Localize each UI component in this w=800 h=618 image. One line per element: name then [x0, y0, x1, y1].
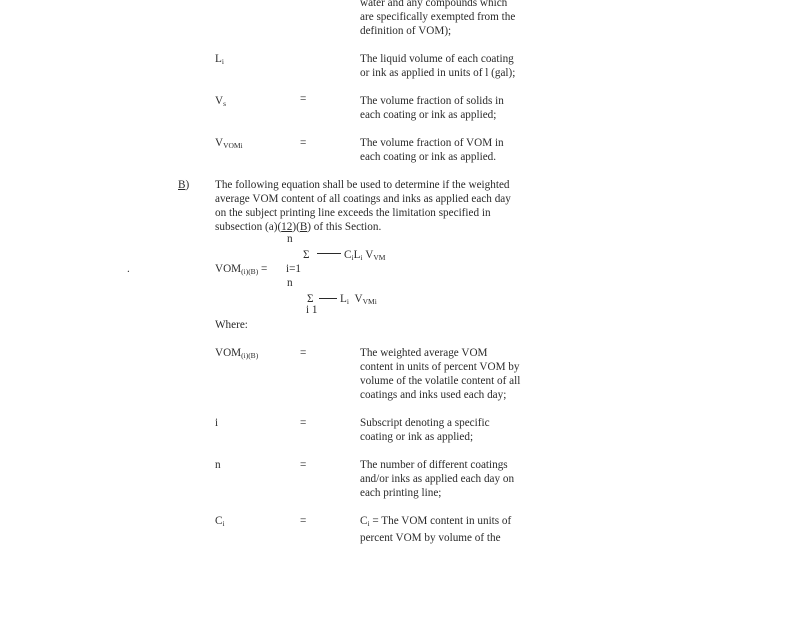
equals-sign: = [300, 137, 307, 149]
section-paragraph: The following equation shall be used to determine if the weighted average VOM content of all coatings and inks as applied each day on the subject printing line exceeds the limitation specified in subsection (a)(12)(B) of this Section. [215, 179, 511, 233]
summation-symbol: Σ [307, 293, 314, 305]
numerator-term: $C_iL_i$ $V_{VM}$ [344, 249, 386, 262]
equals-sign: = [300, 347, 307, 359]
equation-upper-n: n [287, 233, 293, 245]
section-reference-line: subsection (a)(12)(B) of this Section. [215, 221, 382, 233]
denominator-term: $L_i$ $V_{VMi}$ [340, 293, 377, 306]
equation-lower-n: n [287, 277, 293, 289]
reference-link: 12 [281, 221, 293, 233]
definition-symbol: $VOM_{(i)(B)}$ [215, 347, 259, 360]
equation-lhs: $VOM_{(i)(B)}$ = [215, 263, 268, 276]
definition-symbol: $V_s$ [215, 95, 227, 108]
top-def-line-3: definition of VOM); [360, 25, 452, 37]
equals-sign: = [300, 93, 307, 105]
definition-symbol: i [215, 417, 219, 429]
summation-symbol: Σ [303, 249, 310, 261]
where-label: Where: [215, 319, 248, 331]
definition-text: The volume fraction of solids in each coating or ink as applied; [360, 95, 504, 121]
definition-text: Subscript denoting a specific coating or ink as applied; [360, 417, 490, 443]
definition-text: The number of different coatings and/or inks as applied each day on each printing line; [360, 459, 515, 499]
definition-symbol: $V_{VOMi}$ [215, 137, 243, 150]
definition-symbol: $L_i$ [215, 53, 224, 66]
margin-dot: . [127, 263, 130, 275]
top-definition [360, 0, 515, 38]
fraction-dash [317, 243, 341, 254]
section-label: B) [178, 179, 190, 191]
equals-sign: = [300, 417, 307, 429]
equals-sign: = [300, 459, 307, 471]
definition-symbol: n [215, 459, 221, 471]
definition-text: The weighted average VOM content in units of percent VOM by volume of the volatile content of all coatings and inks used each day; [360, 347, 521, 401]
equals-sign: = [300, 515, 307, 527]
top-def-line-2: are specifically exempted from the [360, 11, 516, 23]
top-def-line-1: water and any compounds which [360, 0, 508, 9]
denominator-index: i 1 [306, 304, 318, 316]
definition-text: The volume fraction of VOM in each coating or ink as applied. [360, 137, 504, 163]
equation-lower-index: i=1 [286, 263, 302, 275]
reference-link: B [299, 221, 308, 233]
definition-text: $C_i$ = The VOM content in units of percent VOM by volume of the [360, 515, 512, 544]
fraction-dash [319, 288, 337, 299]
definition-text: The liquid volume of each coating or ink as applied in units of l (gal); [360, 53, 516, 79]
definition-symbol: $C_i$ [215, 515, 225, 528]
